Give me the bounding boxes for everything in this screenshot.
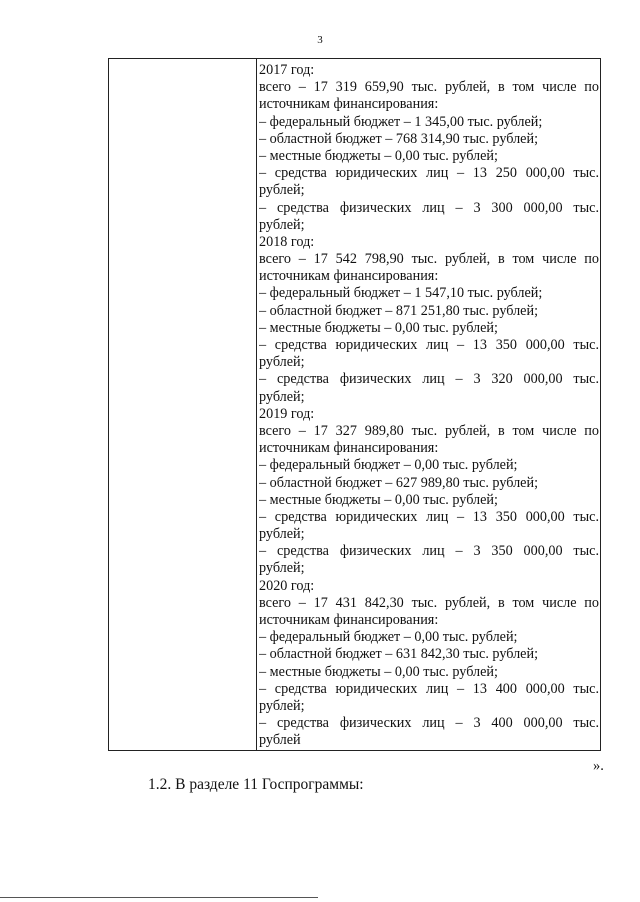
table-line: – федеральный бюджет – 0,00 тыс. рублей; — [259, 457, 518, 474]
table-line: источникам финансирования: — [259, 96, 439, 113]
table-line: – областной бюджет – 627 989,80 тыс. рублей; — [259, 474, 539, 491]
section-heading: 1.2. В разделе 11 Госпрограммы: — [148, 776, 364, 793]
table-left-cell — [109, 59, 257, 750]
table-line: – федеральный бюджет – 0,00 тыс. рублей; — [259, 629, 518, 646]
table-line: – средства юридических лиц – 13 250 000,00 тыс. — [259, 165, 599, 182]
table-line: – средства юридических лиц – 13 350 000,00 тыс. — [259, 508, 599, 525]
table-right-cell — [259, 62, 599, 750]
table-line: – средства физических лиц – 3 350 000,00 тыс. — [259, 543, 599, 560]
footer-rule — [0, 897, 318, 898]
table-line: рублей; — [259, 182, 305, 199]
table-line: источникам финансирования: — [259, 440, 439, 457]
table-line: рублей; — [259, 697, 305, 714]
table-line: – средства физических лиц – 3 400 000,00 тыс. — [259, 715, 599, 732]
table-line: источникам финансирования: — [259, 268, 439, 285]
table-line: рублей; — [259, 388, 305, 405]
table-line: всего – 17 319 659,90 тыс. рублей, в том числе по — [259, 79, 599, 96]
table-line: 2019 год: — [259, 405, 315, 422]
table-line: всего – 17 327 989,80 тыс. рублей, в том числе по — [259, 422, 599, 439]
table-line: – местные бюджеты – 0,00 тыс. рублей; — [259, 319, 498, 336]
table-line: всего – 17 542 798,90 тыс. рублей, в том числе по — [259, 251, 599, 268]
table-line: – федеральный бюджет – 1 547,10 тыс. рублей; — [259, 285, 543, 302]
table-line: – федеральный бюджет – 1 345,00 тыс. рублей; — [259, 113, 543, 130]
table-line: 2017 год: — [259, 62, 315, 78]
table-line: рублей; — [259, 526, 305, 543]
table-line: – местные бюджеты – 0,00 тыс. рублей; — [259, 663, 498, 680]
table-line: – областной бюджет – 871 251,80 тыс. рублей; — [259, 302, 539, 319]
table-line: – областной бюджет – 768 314,90 тыс. рублей; — [259, 130, 539, 147]
table-line: рублей — [259, 732, 301, 749]
table-line: рублей; — [259, 216, 305, 233]
table-line: источникам финансирования: — [259, 612, 439, 628]
table-line: всего – 17 431 842,30 тыс. рублей, в том числе по — [259, 594, 599, 611]
table-line: – местные бюджеты – 0,00 тыс. рублей; — [259, 147, 498, 164]
table-line: – средства физических лиц – 3 300 000,00 тыс. — [259, 199, 599, 216]
page-number: 3 — [317, 34, 323, 46]
table-line: 2018 год: — [259, 233, 315, 250]
table-line: – местные бюджеты – 0,00 тыс. рублей; — [259, 491, 498, 508]
table-line: рублей; — [259, 560, 305, 577]
financing-table — [108, 58, 601, 751]
table-line: – средства юридических лиц – 13 350 000,00 тыс. — [259, 337, 599, 353]
table-line: – средства физических лиц – 3 320 000,00 тыс. — [259, 371, 599, 388]
closing-quote: ». — [593, 758, 604, 774]
table-line: 2020 год: — [259, 577, 315, 594]
table-line: – средства юридических лиц – 13 400 000,00 тыс. — [259, 680, 599, 697]
table-line: рублей; — [259, 354, 305, 371]
table-line: – областной бюджет – 631 842,30 тыс. рублей; — [259, 646, 539, 663]
